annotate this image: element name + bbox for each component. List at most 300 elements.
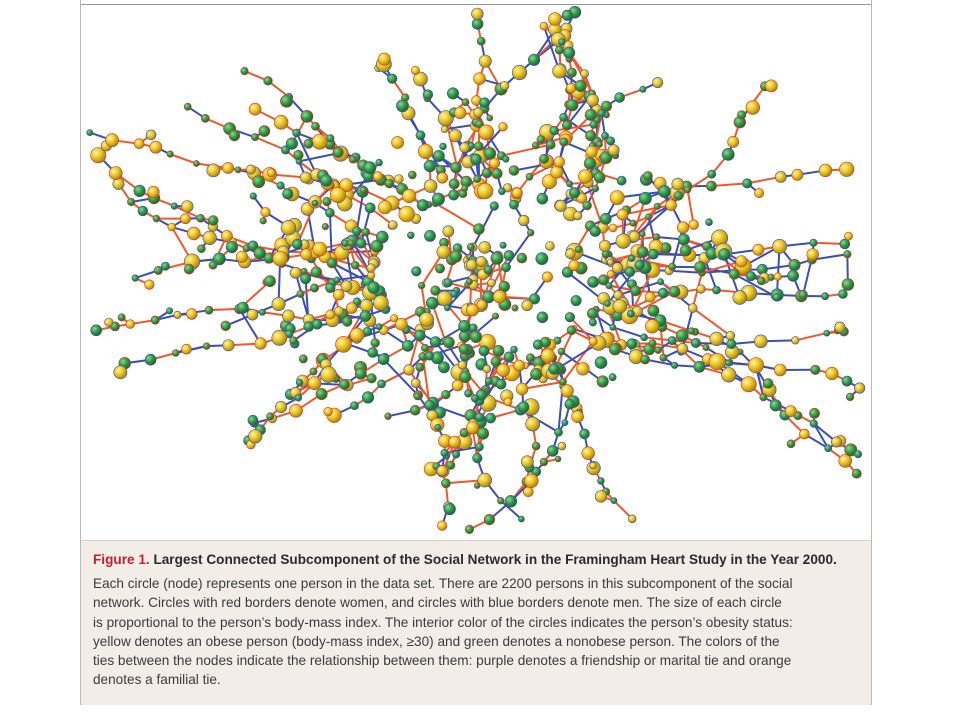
obese-person-node xyxy=(437,521,447,531)
nonobese-person-node xyxy=(588,277,599,288)
obese-person-node xyxy=(373,172,382,181)
nonobese-person-node xyxy=(669,286,680,297)
nonobese-person-node xyxy=(511,346,518,353)
obese-person-node xyxy=(580,70,588,78)
obese-person-node xyxy=(437,465,448,476)
nonobese-person-node xyxy=(184,264,194,274)
nonobese-person-node xyxy=(349,156,356,163)
obese-person-node xyxy=(844,232,852,240)
nonobese-person-node xyxy=(648,249,658,259)
obese-person-node xyxy=(148,186,160,198)
obese-person-node xyxy=(182,344,192,354)
nonobese-person-node xyxy=(311,122,319,130)
nonobese-person-node xyxy=(367,374,377,384)
nonobese-person-node xyxy=(822,293,829,300)
nonobese-person-node xyxy=(842,279,854,291)
obese-person-node xyxy=(551,166,563,178)
nonobese-person-node xyxy=(471,395,478,402)
nonobese-person-node xyxy=(625,267,635,277)
nonobese-person-node xyxy=(416,131,425,140)
nonobese-person-node xyxy=(435,264,444,273)
nonobese-person-node xyxy=(459,344,470,355)
nonobese-person-node xyxy=(678,234,689,245)
nonobese-person-node xyxy=(606,283,612,289)
obese-person-node xyxy=(290,267,301,278)
nonobese-person-node xyxy=(435,424,441,430)
nonobese-person-node xyxy=(565,312,575,322)
obese-person-node xyxy=(281,220,296,235)
nonobese-person-node xyxy=(811,365,821,375)
nonobese-person-node xyxy=(127,198,135,206)
nonobese-person-node xyxy=(304,139,313,148)
nonobese-person-node xyxy=(449,190,459,200)
nonobese-person-node xyxy=(462,185,468,191)
obese-person-node xyxy=(476,256,486,266)
nonobese-person-node xyxy=(301,110,313,122)
nonobese-person-node xyxy=(421,344,429,352)
obese-person-node xyxy=(586,146,598,158)
caption-body xyxy=(93,574,861,690)
nonobese-person-node xyxy=(502,263,511,272)
obese-person-node xyxy=(613,300,627,314)
nonobese-person-node xyxy=(462,99,469,106)
network-tie xyxy=(436,203,479,229)
nonobese-person-node xyxy=(471,154,482,165)
nonobese-person-node xyxy=(718,248,730,260)
nonobese-person-node xyxy=(585,109,597,121)
obese-person-node xyxy=(514,360,525,371)
obese-person-node xyxy=(697,285,706,294)
nonobese-person-node xyxy=(482,168,492,178)
obese-person-node xyxy=(835,322,846,333)
obese-person-node xyxy=(402,189,416,203)
nonobese-person-node xyxy=(609,344,621,356)
nonobese-person-node xyxy=(320,175,332,187)
nonobese-person-node xyxy=(416,363,425,372)
nonobese-person-node xyxy=(562,420,568,426)
nonobese-person-node xyxy=(713,286,721,294)
nonobese-person-node xyxy=(575,246,582,253)
nonobese-person-node xyxy=(852,469,861,478)
nonobese-person-node xyxy=(459,371,471,383)
obese-person-node xyxy=(645,319,659,333)
obese-person-node xyxy=(392,136,404,148)
nonobese-person-node xyxy=(674,191,683,200)
obese-person-node xyxy=(500,81,509,90)
obese-person-node xyxy=(326,310,335,319)
obese-person-node xyxy=(273,251,288,266)
nonobese-person-node xyxy=(496,379,506,389)
figure-caption xyxy=(81,540,871,705)
obese-person-node xyxy=(578,170,592,184)
nonobese-person-node xyxy=(567,68,576,77)
nonobese-person-node xyxy=(360,311,371,322)
nonobese-person-node xyxy=(654,203,661,210)
nonobese-person-node xyxy=(554,428,562,436)
nonobese-person-node xyxy=(295,394,302,401)
nonobese-person-node xyxy=(447,88,458,99)
nonobese-person-node xyxy=(640,86,646,92)
obese-person-node xyxy=(223,162,234,173)
obese-person-node xyxy=(443,226,454,237)
caption-title xyxy=(93,551,861,568)
obese-person-node xyxy=(610,191,624,205)
nonobese-person-node xyxy=(360,187,367,194)
nonobese-person-node xyxy=(597,376,609,388)
nonobese-person-node xyxy=(339,379,349,389)
nonobese-person-node xyxy=(441,479,450,488)
nonobese-person-node xyxy=(300,273,310,283)
nonobese-person-node xyxy=(562,121,572,131)
nonobese-person-node xyxy=(414,330,425,341)
obese-person-node xyxy=(549,13,562,26)
obese-person-node xyxy=(558,442,566,450)
obese-person-node xyxy=(545,242,554,251)
nonobese-person-node xyxy=(527,229,534,236)
obese-person-node xyxy=(346,303,357,314)
nonobese-person-node xyxy=(221,321,231,331)
nonobese-person-node xyxy=(854,451,861,458)
nonobese-person-node xyxy=(465,390,473,398)
nonobese-person-node xyxy=(205,306,213,314)
obese-person-node xyxy=(540,22,548,30)
obese-person-node xyxy=(289,404,302,417)
obese-person-node xyxy=(653,77,663,87)
nonobese-person-node xyxy=(487,115,493,121)
nonobese-person-node xyxy=(430,337,441,348)
obese-person-node xyxy=(689,220,699,230)
obese-person-node xyxy=(373,295,388,310)
network-tie xyxy=(170,154,196,163)
obese-person-node xyxy=(628,515,636,523)
nonobese-person-node xyxy=(504,250,514,260)
obese-person-node xyxy=(145,280,155,290)
nonobese-person-node xyxy=(562,10,573,21)
nonobese-person-node xyxy=(264,76,273,85)
obese-person-node xyxy=(267,169,275,177)
nonobese-person-node xyxy=(449,179,459,189)
obese-person-node xyxy=(688,304,697,313)
nonobese-person-node xyxy=(348,240,355,247)
obese-person-node xyxy=(474,73,486,85)
nonobese-person-node xyxy=(549,364,560,375)
nonobese-person-node xyxy=(417,200,428,211)
obese-person-node xyxy=(378,53,390,65)
obese-person-node xyxy=(321,367,337,383)
nonobese-person-node xyxy=(485,377,492,384)
nonobese-person-node xyxy=(594,172,605,183)
nonobese-person-node xyxy=(433,150,444,161)
nonobese-person-node xyxy=(87,130,93,136)
obese-person-node xyxy=(792,169,803,180)
obese-person-node xyxy=(367,264,376,273)
nonobese-person-node xyxy=(184,103,191,110)
nonobese-person-node xyxy=(254,247,266,259)
obese-person-node xyxy=(109,167,122,180)
nonobese-person-node xyxy=(569,188,579,198)
obese-person-node xyxy=(736,256,748,268)
nonobese-person-node xyxy=(575,80,587,92)
nonobese-person-node xyxy=(410,405,420,415)
nonobese-person-node xyxy=(312,200,318,206)
nonobese-person-node xyxy=(286,138,298,150)
obese-person-node xyxy=(150,141,162,153)
figure-frame xyxy=(80,0,872,705)
nonobese-person-node xyxy=(671,362,678,369)
nonobese-person-node xyxy=(846,393,854,401)
nonobese-person-node xyxy=(592,185,599,192)
nonobese-person-node xyxy=(327,258,337,268)
nonobese-person-node xyxy=(402,340,413,351)
obese-person-node xyxy=(474,108,483,117)
obese-person-node xyxy=(246,165,255,174)
obese-person-node xyxy=(839,454,852,467)
nonobese-person-node xyxy=(617,176,626,185)
obese-person-node xyxy=(404,365,415,376)
nonobese-person-node xyxy=(425,400,435,410)
nonobese-person-node xyxy=(789,259,801,271)
obese-person-node xyxy=(261,207,271,217)
nonobese-person-node xyxy=(630,220,637,227)
nonobese-person-node xyxy=(376,231,388,243)
nonobese-person-node xyxy=(459,320,471,332)
caption-line: is proportional to the person’s body-mass index. The interior color of the circles indicates the person’s obesity status: xyxy=(93,614,793,630)
nonobese-person-node xyxy=(260,218,267,225)
nonobese-person-node xyxy=(530,368,542,380)
obese-person-node xyxy=(174,311,181,318)
obese-person-node xyxy=(516,383,528,395)
nonobese-person-node xyxy=(658,288,668,298)
nonobese-person-node xyxy=(838,290,847,299)
obese-person-node xyxy=(754,335,767,348)
nonobese-person-node xyxy=(825,445,832,452)
nonobese-person-node xyxy=(118,314,125,321)
nonobese-person-node xyxy=(509,200,518,209)
obese-person-node xyxy=(666,200,677,211)
obese-person-node xyxy=(607,259,613,265)
nonobese-person-node xyxy=(280,95,292,107)
obese-person-node xyxy=(466,260,477,271)
network-tie xyxy=(506,233,531,268)
network-tie xyxy=(688,190,694,225)
obese-person-node xyxy=(106,134,119,147)
nonobese-person-node xyxy=(473,224,484,235)
nonobese-person-node xyxy=(484,266,493,275)
nonobese-person-node xyxy=(583,201,592,210)
nonobese-person-node xyxy=(517,253,527,263)
social-network-graph xyxy=(81,6,871,540)
nonobese-person-node xyxy=(680,245,691,256)
obese-person-node xyxy=(609,224,617,232)
nonobese-person-node xyxy=(824,330,830,336)
obese-person-node xyxy=(785,406,796,417)
nonobese-person-node xyxy=(209,261,217,269)
nonobese-person-node xyxy=(310,368,317,375)
obese-person-node xyxy=(561,385,574,398)
nonobese-person-node xyxy=(809,408,819,418)
nonobese-person-node xyxy=(615,93,625,103)
obese-person-node xyxy=(572,411,584,423)
nonobese-person-node xyxy=(788,270,799,281)
obese-person-node xyxy=(753,244,764,255)
nonobese-person-node xyxy=(226,241,238,253)
nonobese-person-node xyxy=(532,442,540,450)
obese-person-node xyxy=(449,129,462,142)
nonobese-person-node xyxy=(691,338,700,347)
nonobese-person-node xyxy=(251,133,258,140)
nonobese-person-node xyxy=(676,329,688,341)
nonobese-person-node xyxy=(467,243,474,250)
nonobese-person-node xyxy=(610,324,616,330)
obese-person-node xyxy=(188,227,201,240)
obese-person-node xyxy=(221,230,232,241)
nonobese-person-node xyxy=(350,402,358,410)
nonobese-person-node xyxy=(727,339,736,348)
obese-person-node xyxy=(526,417,540,431)
nonobese-person-node xyxy=(637,246,648,257)
obese-person-node xyxy=(774,364,786,376)
nonobese-person-node xyxy=(352,227,361,236)
nonobese-person-node xyxy=(631,286,641,296)
nonobese-person-node xyxy=(450,250,462,262)
nonobese-person-node xyxy=(414,393,421,400)
obese-person-node xyxy=(275,401,286,412)
nonobese-person-node xyxy=(377,380,385,388)
obese-person-node xyxy=(437,172,448,183)
nonobese-person-node xyxy=(301,268,307,274)
nonobese-person-node xyxy=(648,305,659,316)
nonobese-person-node xyxy=(237,302,248,313)
nonobese-person-node xyxy=(342,317,352,327)
obese-person-node xyxy=(722,368,737,383)
obese-person-node xyxy=(709,353,726,370)
nonobese-person-node xyxy=(171,203,178,210)
obese-person-node xyxy=(458,361,466,369)
obese-person-node xyxy=(411,378,420,387)
nonobese-person-node xyxy=(451,162,462,173)
nonobese-person-node xyxy=(604,301,610,307)
nonobese-person-node xyxy=(355,368,366,379)
nonobese-person-node xyxy=(509,166,519,176)
obese-person-node xyxy=(274,115,288,129)
nonobese-person-node xyxy=(292,239,302,249)
nonobese-person-node xyxy=(584,157,596,169)
nonobese-person-node xyxy=(768,274,775,281)
nonobese-person-node xyxy=(322,223,329,230)
nonobese-person-node xyxy=(475,413,484,422)
nonobese-person-node xyxy=(283,189,294,200)
nonobese-person-node xyxy=(293,129,301,137)
network-tie xyxy=(255,137,286,150)
obese-person-node xyxy=(223,340,234,351)
nonobese-person-node xyxy=(560,113,568,121)
nonobese-person-node xyxy=(490,202,499,211)
obese-person-node xyxy=(341,281,352,292)
nonobese-person-node xyxy=(440,143,447,150)
nonobese-person-node xyxy=(842,376,852,386)
nonobese-person-node xyxy=(378,354,389,365)
nonobese-person-node xyxy=(401,94,409,102)
nonobese-person-node xyxy=(503,156,509,162)
obese-person-node xyxy=(565,249,575,259)
caption-line: network. Circles with red borders denote women, and circles with blue borders denote men. The size of each circle xyxy=(93,595,782,611)
obese-person-node xyxy=(203,231,217,245)
nonobese-person-node xyxy=(229,130,240,141)
obese-person-node xyxy=(799,429,809,439)
nonobese-person-node xyxy=(486,413,496,423)
nonobese-person-node xyxy=(161,262,169,270)
nonobese-person-node xyxy=(493,345,504,356)
obese-person-node xyxy=(710,332,724,346)
nonobese-person-node xyxy=(387,74,397,84)
obese-person-node xyxy=(831,437,841,447)
obese-person-node xyxy=(466,304,478,316)
nonobese-person-node xyxy=(362,228,370,236)
obese-person-node xyxy=(519,215,530,226)
nonobese-person-node xyxy=(580,429,590,439)
nonobese-person-node xyxy=(706,219,713,226)
nonobese-person-node xyxy=(606,137,614,145)
obese-person-node xyxy=(113,178,124,189)
obese-person-node xyxy=(324,407,333,416)
nonobese-person-node xyxy=(526,173,533,180)
nonobese-person-node xyxy=(571,295,581,305)
nonobese-person-node xyxy=(799,290,808,299)
obese-person-node xyxy=(466,422,478,434)
obese-person-node xyxy=(839,162,854,177)
obese-person-node xyxy=(360,299,373,312)
nonobese-person-node xyxy=(365,203,375,213)
obese-person-node xyxy=(589,337,597,345)
obese-person-node xyxy=(754,188,763,197)
nonobese-person-node xyxy=(533,340,543,350)
nonobese-person-node xyxy=(351,261,359,269)
obese-person-node xyxy=(424,180,437,193)
nonobese-person-node xyxy=(590,121,598,129)
obese-person-node xyxy=(775,171,786,182)
obese-person-node xyxy=(479,55,491,67)
obese-person-node xyxy=(336,336,352,352)
nonobese-person-node xyxy=(151,316,159,324)
nonobese-person-node xyxy=(368,348,378,358)
nonobese-person-node xyxy=(424,230,435,241)
caption-line: Each circle (node) represents one person in the data set. There are 2200 persons in this subcomponent of the social xyxy=(93,576,793,591)
nonobese-person-node xyxy=(241,67,249,75)
obese-person-node xyxy=(733,291,747,305)
nonobese-person-node xyxy=(532,142,539,149)
obese-person-node xyxy=(819,164,832,177)
obese-person-node xyxy=(616,234,631,249)
obese-person-node xyxy=(420,312,434,326)
obese-person-node xyxy=(608,145,619,156)
nonobese-person-node xyxy=(737,111,746,120)
obese-person-node xyxy=(146,130,156,140)
obese-person-node xyxy=(312,134,327,149)
nonobese-person-node xyxy=(371,339,380,348)
nonobese-person-node xyxy=(441,449,448,456)
nonobese-person-node xyxy=(334,277,340,283)
nonobese-person-node xyxy=(589,319,596,326)
obese-person-node xyxy=(617,209,628,220)
obese-person-node xyxy=(479,241,491,253)
obese-person-node xyxy=(454,107,466,119)
nonobese-person-node xyxy=(600,213,611,224)
obese-person-node xyxy=(672,178,684,190)
nonobese-person-node xyxy=(668,336,676,344)
nonobese-person-node xyxy=(484,147,496,159)
obese-person-node xyxy=(590,462,597,469)
nonobese-person-node xyxy=(441,390,450,399)
